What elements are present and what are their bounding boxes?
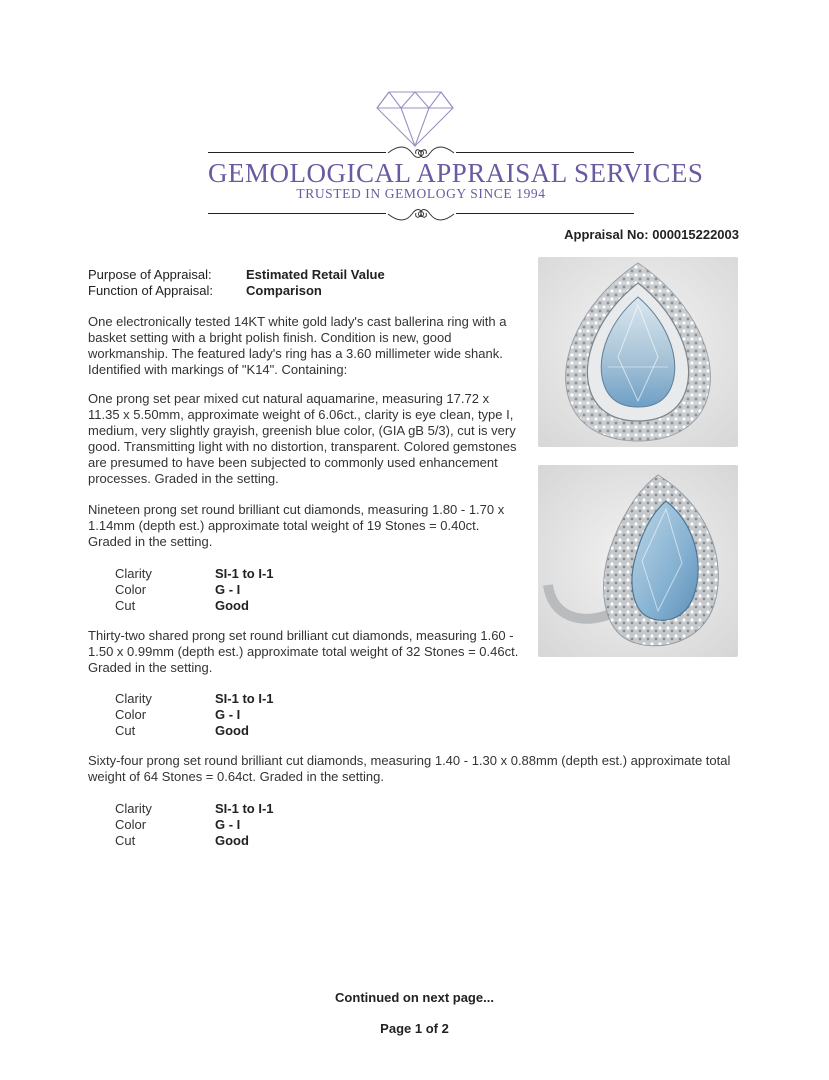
color-label: Color bbox=[115, 817, 147, 832]
diamonds-64-description: Sixty-four prong set round brilliant cut diamonds, measuring 1.40 - 1.30 x 0.88mm (depth est.) approximate total weight of 64 Stones = 0.64ct. Graded in the setting. bbox=[88, 753, 731, 784]
grade-block bbox=[115, 566, 274, 614]
cut-label: Cut bbox=[115, 598, 136, 613]
function-label: Function of Appraisal: bbox=[88, 283, 214, 298]
grade-block bbox=[115, 801, 274, 849]
clarity-value: SI-1 to I-1 bbox=[215, 566, 274, 581]
diamond-logo-icon bbox=[375, 88, 455, 148]
cut-value: Good bbox=[215, 723, 249, 738]
purpose-value: Estimated Retail Value bbox=[246, 267, 385, 282]
cut-value: Good bbox=[215, 833, 249, 848]
clarity-value: SI-1 to I-1 bbox=[215, 691, 274, 706]
grade-block bbox=[115, 691, 274, 739]
company-name: GEMOLOGICAL APPRAISAL SERVICES bbox=[208, 158, 704, 188]
color-value: G - I bbox=[215, 707, 241, 722]
function-value: Comparison bbox=[246, 283, 322, 298]
header-bottom-rule bbox=[208, 204, 634, 224]
color-value: G - I bbox=[215, 817, 241, 832]
cut-value: Good bbox=[215, 598, 249, 613]
color-value: G - I bbox=[215, 582, 241, 597]
flourish-ornament-icon bbox=[386, 204, 456, 224]
diamonds-32-description: Thirty-two shared prong set round brilliant cut diamonds, measuring 1.60 - 1.50 x 0.99mm (depth est.) approximate total weight of 32 Stones = 0.46ct. Graded in the setting. bbox=[88, 628, 519, 675]
ring-description: One electronically tested 14KT white gold lady's cast ballerina ring with a basket setting with a bright polish finish. Condition is new, good workmanship. The featured lady's ring has a 3.60 millimeter wide shank. Identified with markings of "K14". Containing: bbox=[88, 314, 507, 377]
color-label: Color bbox=[115, 582, 147, 597]
color-label: Color bbox=[115, 707, 147, 722]
purpose-label: Purpose of Appraisal: bbox=[88, 267, 212, 282]
diamonds-19-description: Nineteen prong set round brilliant cut diamonds, measuring 1.80 - 1.70 x 1.14mm (depth est.) approximate total weight of 19 Stones = 0.40ct. Graded in the setting. bbox=[88, 502, 505, 549]
cut-label: Cut bbox=[115, 833, 136, 848]
clarity-label: Clarity bbox=[115, 801, 152, 816]
ring-photo-front bbox=[538, 257, 738, 447]
page-number: Page 1 of 2 bbox=[380, 1021, 449, 1036]
appraisal-number: Appraisal No: 000015222003 bbox=[564, 227, 739, 242]
continued-note: Continued on next page... bbox=[335, 990, 494, 1005]
ring-photo-angled bbox=[538, 465, 738, 657]
company-tagline: TRUSTED IN GEMOLOGY SINCE 1994 bbox=[296, 186, 546, 201]
clarity-value: SI-1 to I-1 bbox=[215, 801, 274, 816]
clarity-label: Clarity bbox=[115, 691, 152, 706]
clarity-label: Clarity bbox=[115, 566, 152, 581]
aquamarine-description: One prong set pear mixed cut natural aquamarine, measuring 17.72 x 11.35 x 5.50mm, approximate weight of 6.06ct., clarity is eye clean, type I, medium, very slightly grayish, greenish blue color, (GIA gB 5/3), cut is very good. Transmitting light with no distortion, transparent. Colored gemstones are presumed to have been subjected to commonly used enhancement processes. Graded in the setting. bbox=[88, 391, 517, 486]
cut-label: Cut bbox=[115, 723, 136, 738]
